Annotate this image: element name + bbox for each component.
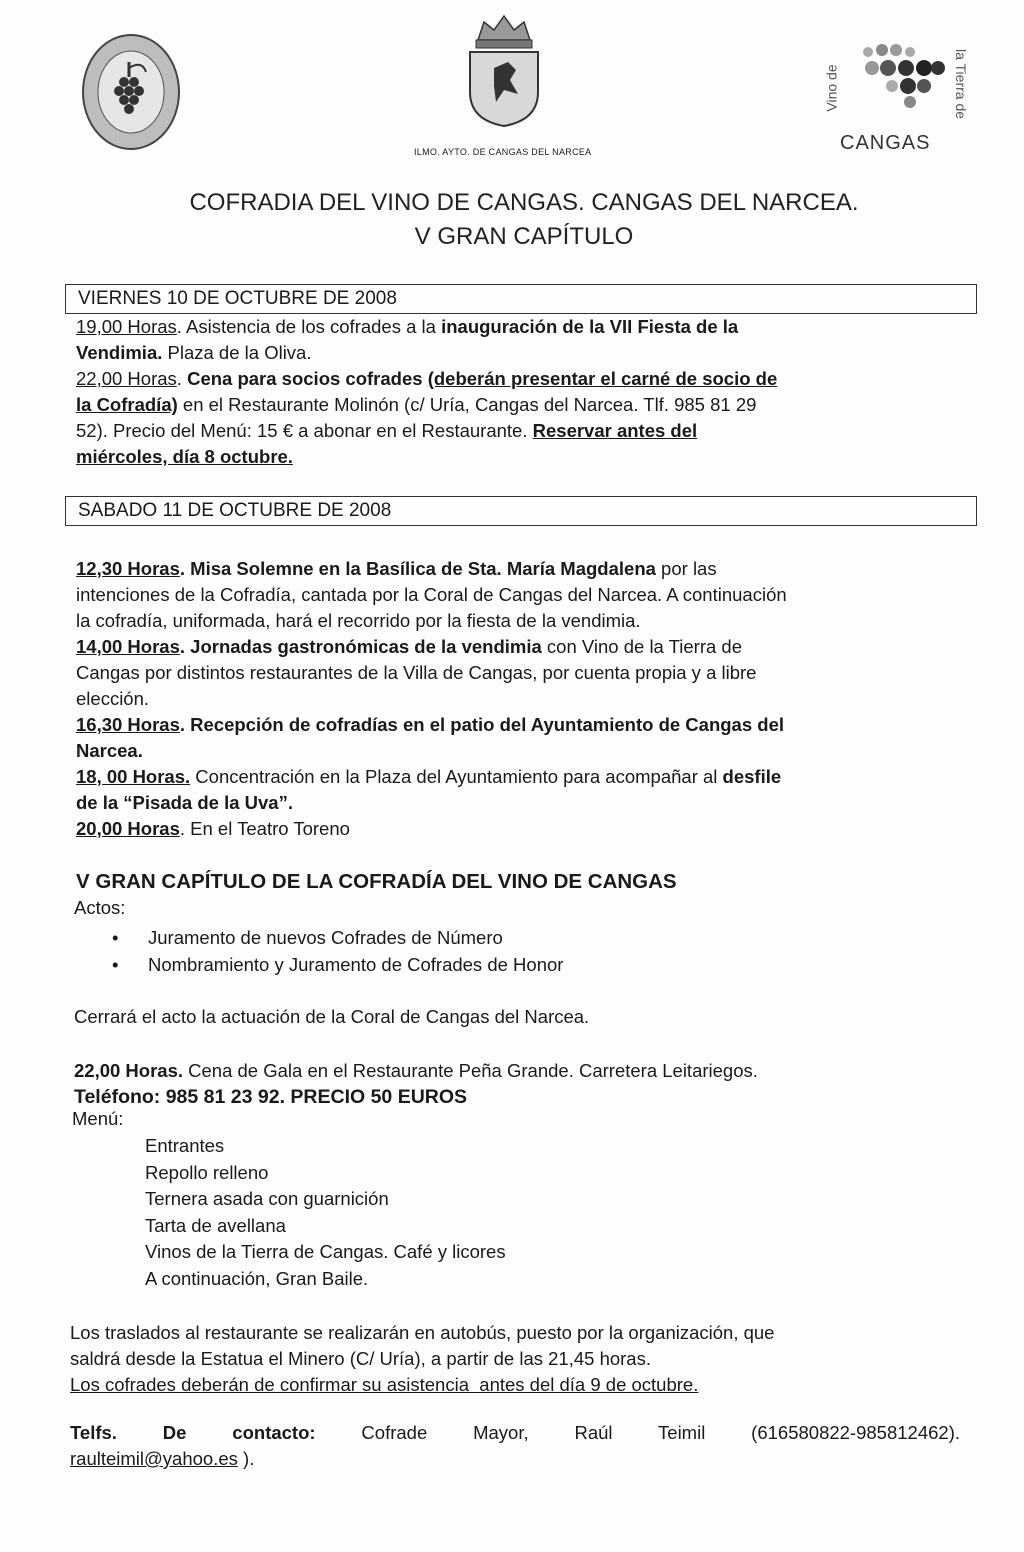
menu-item: Entrantes (145, 1135, 225, 1156)
text: Vendimia. (76, 342, 163, 363)
menu-label: Menú: (72, 1108, 124, 1129)
text: de la “Pisada de la Uva”. (76, 792, 293, 813)
logo-tierra-de: la Tierra de (953, 48, 970, 120)
text: Teléfono: 985 81 23 92. PRECIO 50 EUROS (74, 1086, 468, 1108)
text: Cena para socios cofrades (187, 368, 428, 389)
bullet-text: Juramento de nuevos Cofrades de Número (148, 927, 503, 948)
text: Concentración en la Plaza del Ayuntamiento para acompañar al (190, 766, 723, 787)
sabado-time-2: 14,00 Horas (76, 636, 180, 657)
viernes-time-2: 22,00 Horas (76, 368, 177, 389)
text: saldrá desde la Estatua el Minero (C/ Uría), a partir de las 21,45 horas. (70, 1348, 651, 1369)
text: en el Restaurante Molinón (c/ Uría, Cangas del Narcea. Tlf. 985 81 29 (177, 394, 757, 415)
email-link[interactable]: raulteimil@yahoo.es (70, 1448, 238, 1469)
capitulo-closing: Cerrará el acto la actuación de la Coral de Cangas del Narcea. (74, 1006, 590, 1027)
text: Los cofrades deberán de confirmar su asistencia antes del día 9 de octubre. (70, 1374, 699, 1395)
text: Cofrade Mayor, Raúl Teimil (616580822-985812462). (315, 1422, 960, 1443)
text: elección. (76, 688, 150, 709)
logo-cangas: CANGAS (840, 132, 931, 154)
text: . Jornadas gastronómicas de la vendimia (179, 636, 542, 657)
menu-item: Tarta de avellana (145, 1214, 286, 1236)
viernes-events (76, 314, 966, 470)
text: Cena de Gala en el Restaurante Peña Grande. Carretera Leitariegos. (183, 1060, 758, 1081)
text: con Vino de la Tierra de (541, 636, 742, 657)
text: Plaza de la Oliva. (162, 342, 312, 363)
menu-item: Repollo relleno (145, 1161, 269, 1183)
sabado-time-5: 20,00 Horas (76, 818, 180, 839)
title-line-1: COFRADIA DEL VINO DE CANGAS. CANGAS DEL NARCEA. (189, 189, 859, 216)
sabado-time-1: 12,30 Horas (76, 558, 180, 579)
bullet-dot: • (112, 954, 119, 975)
bullet-item (112, 952, 563, 978)
coat-of-arms-logo (464, 10, 544, 128)
bullet-dot: • (112, 927, 119, 948)
text: desfile (722, 766, 782, 787)
text: (deberán presentar el carné de socio de (427, 368, 778, 389)
capitulo-heading: V GRAN CAPÍTULO DE LA COFRADÍA DEL VINO DE CANGAS (76, 870, 677, 893)
ayuntamiento-caption: ILMO. AYTO. DE CANGAS DEL NARCEA (414, 147, 592, 157)
traslados-info (70, 1320, 960, 1398)
text: . Recepción de cofradías en el patio del Ayuntamiento de Cangas del (179, 714, 785, 735)
text: la cofradía, uniformada, hará el recorrido por la fiesta de la vendimia. (76, 610, 641, 631)
bullet-item (112, 925, 503, 951)
viernes-time-1: 19,00 Horas (76, 316, 177, 337)
text: Narcea. (76, 740, 143, 761)
sabado-time-3: 16,30 Horas (76, 714, 180, 735)
text: ). (237, 1448, 255, 1469)
cofradia-seal-logo (80, 32, 182, 152)
sabado-heading: SABADO 11 DE OCTUBRE DE 2008 (65, 496, 977, 526)
text: . (176, 368, 188, 389)
text: Cangas por distintos restaurantes de la Villa de Cangas, por cuenta propia y a libre (76, 662, 757, 683)
contacto-label: Telfs. De contacto: (70, 1422, 316, 1443)
viernes-heading: VIERNES 10 DE OCTUBRE DE 2008 (65, 284, 977, 314)
bullet-text: Nombramiento y Juramento de Cofrades de Honor (148, 954, 564, 975)
menu-list (145, 1133, 506, 1292)
contacto-info (70, 1420, 960, 1472)
text: . Asistencia de los cofrades a la (176, 316, 442, 337)
text: . Misa Solemne en la Basílica de Sta. María Magdalena (179, 558, 656, 579)
menu-item: A continuación, Gran Baile. (145, 1267, 369, 1289)
menu-item: Vinos de la Tierra de Cangas. Café y licores (145, 1241, 506, 1262)
title-line-2: V GRAN CAPÍTULO (414, 223, 634, 250)
sabado-time-4: 18, 00 Horas. (76, 766, 191, 787)
text: la Cofradía) (76, 394, 178, 415)
text: 52). Precio del Menú: 15 € a abonar en el Restaurante. (76, 420, 533, 441)
text: intenciones de la Cofradía, cantada por la Coral de Cangas del Narcea. A continuación (76, 584, 787, 605)
text: miércoles, día 8 octubre. (76, 446, 293, 467)
gala-info (74, 1058, 960, 1110)
gala-time: 22,00 Horas. (74, 1060, 184, 1081)
text: Los traslados al restaurante se realizarán en autobús, puesto por la organización, que (70, 1322, 775, 1343)
text: Reservar antes del (532, 420, 698, 441)
actos-label: Actos: (74, 897, 126, 918)
menu-item: Ternera asada con guarnición (145, 1188, 389, 1209)
vino-tierra-cangas-logo (823, 40, 970, 160)
text: . En el Teatro Toreno (179, 818, 350, 839)
logo-vino-de: Vino de (823, 64, 840, 112)
sabado-events (76, 556, 966, 842)
text: por las (655, 558, 717, 579)
text: inauguración de la VII Fiesta de la (441, 316, 739, 337)
